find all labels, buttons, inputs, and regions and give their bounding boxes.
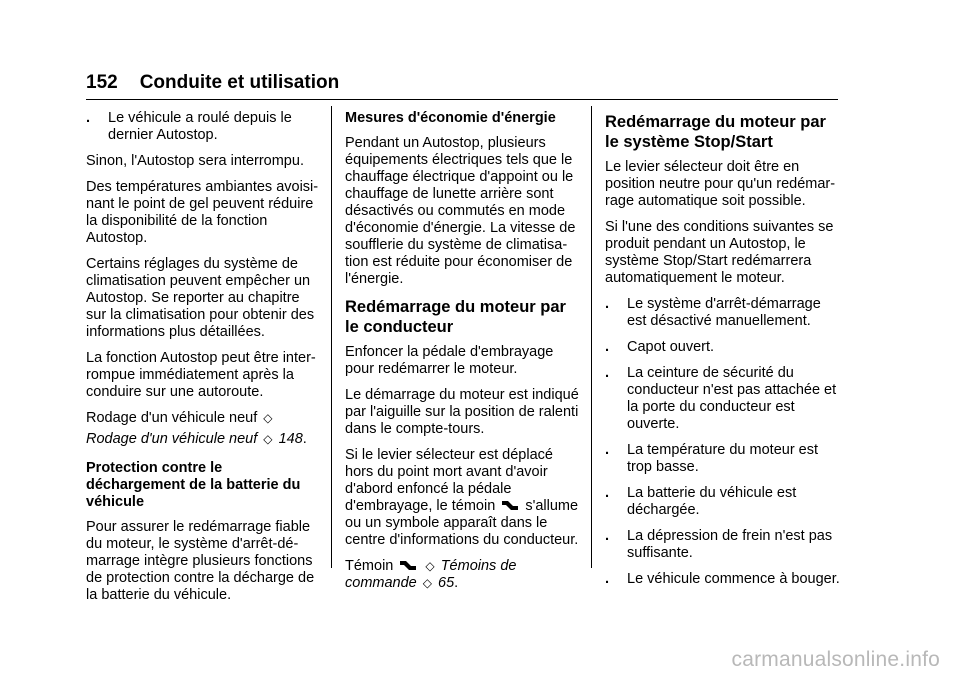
paragraph: Pour assurer le redémarrage fiable du moteur, le système d'arrêt-dé-marrage intègre plusieurs fonctions de protection contre la décharge de la batterie du véhicule.	[86, 519, 315, 603]
reference-arrow-icon: ◇	[422, 576, 432, 590]
list-item: . Le système d'arrêt-démarrage est désactivé manuellement.	[605, 296, 821, 329]
paragraph: Le levier sélecteur doit être en position neutre pour qu'un redémar-rage automatique soit possible.	[605, 159, 836, 209]
bullet-icon: .	[605, 365, 610, 381]
bullet-icon: .	[605, 296, 610, 312]
paragraph: Sinon, l'Autostop sera interrompu.	[86, 153, 304, 169]
page-reference: 65	[438, 575, 455, 591]
gear-shift-warning-icon	[399, 559, 417, 573]
subheading: Protection contre le déchargement de la batterie du véhicule	[86, 460, 301, 510]
section-title: Redémarrage du moteur par le système Stop/Start	[605, 113, 826, 151]
page-header	[86, 72, 840, 98]
paragraph: Des températures ambiantes avoisi-nant le point de gel peuvent réduire la disponibilité de la fonction Autostop.	[86, 179, 319, 246]
paragraph: Pendant un Autostop, plusieurs équipements électriques tels que le chauffage électrique d'appoint ou le chauffage de lunette arrière sont désactivés ou commutés en mode d'économie d'énergie. La vitesse de soufflerie du système de climatisa-tion est réduite pour économiser de l'énergie.	[345, 135, 576, 287]
paragraph: Le démarrage du moteur est indiqué par l'aiguille sur la position de ralenti dans le compte-tours.	[345, 387, 579, 437]
column-divider-2	[591, 106, 592, 568]
bullet-icon: .	[605, 571, 610, 587]
column-3	[605, 110, 841, 597]
column-2	[345, 110, 581, 601]
list-item: . Le véhicule a roulé depuis le dernier Autostop.	[86, 110, 292, 143]
gear-shift-warning-icon	[501, 499, 519, 513]
list-item: . Capot ouvert.	[605, 339, 715, 355]
cross-reference-target[interactable]: Rodage d'un véhicule neuf ◇ 148.	[86, 431, 307, 447]
bullet-icon: .	[605, 485, 610, 501]
page-number: 152	[86, 72, 118, 93]
list-item: . La température du moteur est trop basse.	[605, 442, 819, 475]
chapter-title: Conduite et utilisation	[139, 72, 340, 93]
column-divider-1	[331, 106, 332, 568]
bullet-icon: .	[605, 442, 610, 458]
bullet-icon: .	[605, 339, 610, 355]
paragraph: Certains réglages du système de climatisation peuvent empêcher un Autostop. Se reporter au chapitre sur la climatisation pour obtenir des informations plus détaillées.	[86, 256, 315, 340]
reference-arrow-icon: ◇	[263, 411, 273, 425]
reference-arrow-icon: ◇	[263, 432, 273, 446]
cross-reference[interactable]: Témoin ◇ Témoins de commande ◇ 65.	[345, 558, 517, 591]
bullet-icon: .	[86, 110, 91, 126]
reference-arrow-icon: ◇	[425, 559, 435, 573]
section-title: Redémarrage du moteur par le conducteur	[345, 298, 566, 336]
bullet-icon: .	[605, 528, 610, 544]
paragraph: Si l'une des conditions suivantes se produit pendant un Autostop, le système Stop/Start redémarrera automatiquement le moteur.	[605, 219, 834, 286]
watermark: carmanualsonline.info	[731, 648, 940, 671]
page-reference: 148	[278, 431, 303, 447]
subheading: Mesures d'économie d'énergie	[345, 110, 556, 126]
list-item: . La batterie du véhicule est déchargée.	[605, 485, 797, 518]
list-item: . La dépression de frein n'est pas suffisante.	[605, 528, 833, 561]
cross-reference[interactable]: Rodage d'un véhicule neuf ◇	[86, 410, 273, 426]
header-rule	[86, 99, 838, 100]
list-item: . La ceinture de sécurité du conducteur n'est pas attachée et la porte du conducteur est ouverte.	[605, 365, 837, 432]
paragraph: La fonction Autostop peut être inter-rompue immédiatement après la conduire sur une autoroute.	[86, 350, 316, 400]
paragraph: Enfoncer la pédale d'embrayage pour redémarrer le moteur.	[345, 344, 554, 377]
list-item: . Le véhicule commence à bouger.	[605, 571, 840, 587]
column-1	[86, 110, 322, 613]
paragraph: Si le levier sélecteur est déplacé hors du point mort avant d'avoir d'abord enfoncé la pédale d'embrayage, le témoin s'allume ou un symbole apparaît dans le centre d'informations du conducteur.	[345, 447, 579, 548]
